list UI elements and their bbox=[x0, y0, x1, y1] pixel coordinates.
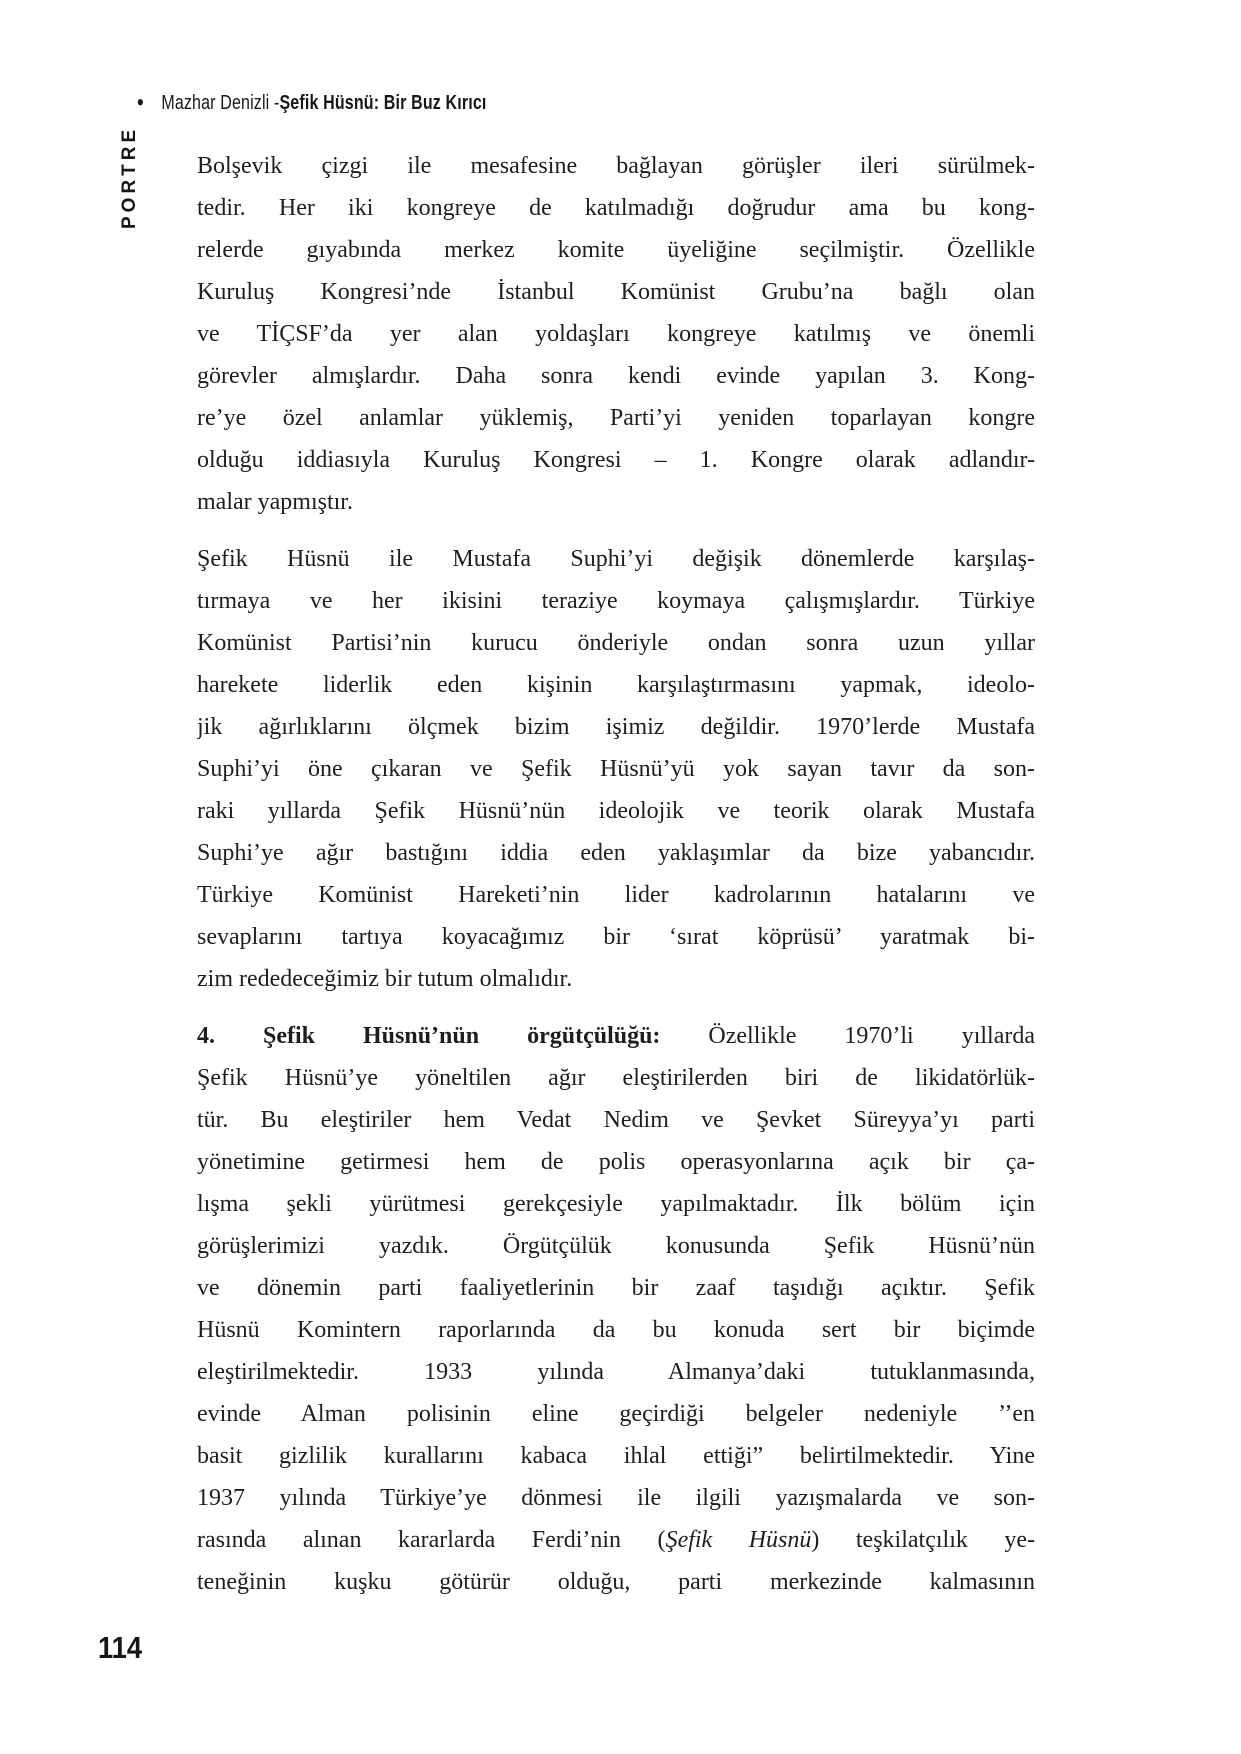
text-line: olduğu iddiasıyla Kuruluş Kongresi – 1. Kongre olarak adlandır- bbox=[197, 447, 1035, 473]
text-line: Suphi’ye ağır bastığını iddia eden yaklaşımlar da bize yabancıdır. bbox=[197, 840, 1035, 866]
text-segment: ) teşkilatçılık ye- bbox=[811, 1527, 1035, 1553]
text-line: basit gizlilik kurallarını kabaca ihlal ettiği” belirtilmektedir. Yine bbox=[197, 1443, 1035, 1469]
page-number: 114 bbox=[98, 1630, 143, 1665]
italic-name: Şefik Hüsnü bbox=[665, 1527, 812, 1553]
text-line: relerde gıyabında merkez komite üyeliğine seçilmiştir. Özellikle bbox=[197, 237, 1035, 263]
text-line: teneğinin kuşku götürür olduğu, parti merkezinde kalmasının bbox=[197, 1569, 1035, 1595]
header-book-title: Şefik Hüsnü: Bir Buz Kırıcı bbox=[279, 92, 487, 114]
text-line: ve TİÇSF’da yer alan yoldaşları kongreye katılmış ve önemli bbox=[197, 321, 1035, 347]
text-line: tırmaya ve her ikisini teraziye koymaya çalışmışlardır. Türkiye bbox=[197, 588, 1035, 614]
text-line: evinde Alman polisinin eline geçirdiği belgeler nedeniyle ’’en bbox=[197, 1401, 1035, 1427]
text-line-with-runin-heading bbox=[197, 1015, 1035, 1057]
runin-heading: 4. Şefik Hüsnü’nün örgütçülüğü: bbox=[197, 1023, 709, 1049]
text-line: malar yapmıştır. bbox=[197, 489, 353, 515]
page-header bbox=[137, 90, 487, 115]
text-line: tedir. Her iki kongreye de katılmadığı doğrudur ama bu kong- bbox=[197, 195, 1035, 221]
header-author: Mazhar Denizli - bbox=[161, 92, 280, 114]
text-line: Şefik Hüsnü’ye yöneltilen ağır eleştirilerden biri de likidatörlük- bbox=[197, 1065, 1035, 1091]
text-segment: Özellikle 1970’li yıllarda bbox=[708, 1023, 1035, 1049]
text-line: 1937 yılında Türkiye’ye dönmesi ile ilgili yazışmalarda ve son- bbox=[197, 1485, 1035, 1511]
text-line: eleştirilmektedir. 1933 yılında Almanya’daki tutuklanmasında, bbox=[197, 1359, 1035, 1385]
text-line: lışma şekli yürütmesi gerekçesiyle yapılmaktadır. İlk bölüm için bbox=[197, 1191, 1035, 1217]
text-line: görevler almışlardır. Daha sonra kendi evinde yapılan 3. Kong- bbox=[197, 363, 1035, 389]
text-line: jik ağırlıklarını ölçmek bizim işimiz değildir. 1970’lerde Mustafa bbox=[197, 714, 1035, 740]
text-line: Hüsnü Komintern raporlarında da bu konuda sert bir biçimde bbox=[197, 1317, 1035, 1343]
text-line: zim rededeceğimiz bir tutum olmalıdır. bbox=[197, 966, 573, 992]
text-line: sevaplarını tartıya koyacağımız bir ‘sırat köprüsü’ yaratmak bi- bbox=[197, 924, 1035, 950]
text-line: Türkiye Komünist Hareketi’nin lider kadrolarının hatalarını ve bbox=[197, 882, 1035, 908]
text-line: Komünist Partisi’nin kurucu önderiyle ondan sonra uzun yıllar bbox=[197, 630, 1035, 656]
text-line: re’ye özel anlamlar yüklemiş, Parti’yi yeniden toparlayan kongre bbox=[197, 405, 1035, 431]
text-line: Kuruluş Kongresi’nde İstanbul Komünist Grubu’na bağlı olan bbox=[197, 279, 1035, 305]
text-line: Suphi’yi öne çıkaran ve Şefik Hüsnü’yü yok sayan tavır da son- bbox=[197, 756, 1035, 782]
paragraph-2 bbox=[197, 538, 1035, 1000]
text-line: görüşlerimizi yazdık. Örgütçülük konusunda Şefik Hüsnü’nün bbox=[197, 1233, 1035, 1259]
text-line: raki yıllarda Şefik Hüsnü’nün ideolojik ve teorik olarak Mustafa bbox=[197, 798, 1035, 824]
text-line: yönetimine getirmesi hem de polis operasyonlarına açık bir ça- bbox=[197, 1149, 1035, 1175]
text-line: tür. Bu eleştiriler hem Vedat Nedim ve Şevket Süreyya’yı parti bbox=[197, 1107, 1035, 1133]
paragraph-3 bbox=[197, 1015, 1035, 1603]
bullet-icon: • bbox=[137, 89, 144, 116]
text-line: Şefik Hüsnü ile Mustafa Suphi’yi değişik dönemlerde karşılaş- bbox=[197, 546, 1035, 572]
body-text bbox=[197, 145, 1035, 1603]
paragraph-1 bbox=[197, 145, 1035, 523]
text-segment: rasında alınan kararlarda Ferdi’nin ( bbox=[197, 1527, 666, 1553]
section-label-portre: PORTRE bbox=[119, 125, 140, 229]
text-line: harekete liderlik eden kişinin karşılaştırmasını yapmak, ideolo- bbox=[197, 672, 1035, 698]
text-line: Bolşevik çizgi ile mesafesine bağlayan görüşler ileri sürülmek- bbox=[197, 153, 1035, 179]
text-line-with-italic bbox=[197, 1519, 1035, 1561]
text-line: ve dönemin parti faaliyetlerinin bir zaaf taşıdığı açıktır. Şefik bbox=[197, 1275, 1035, 1301]
